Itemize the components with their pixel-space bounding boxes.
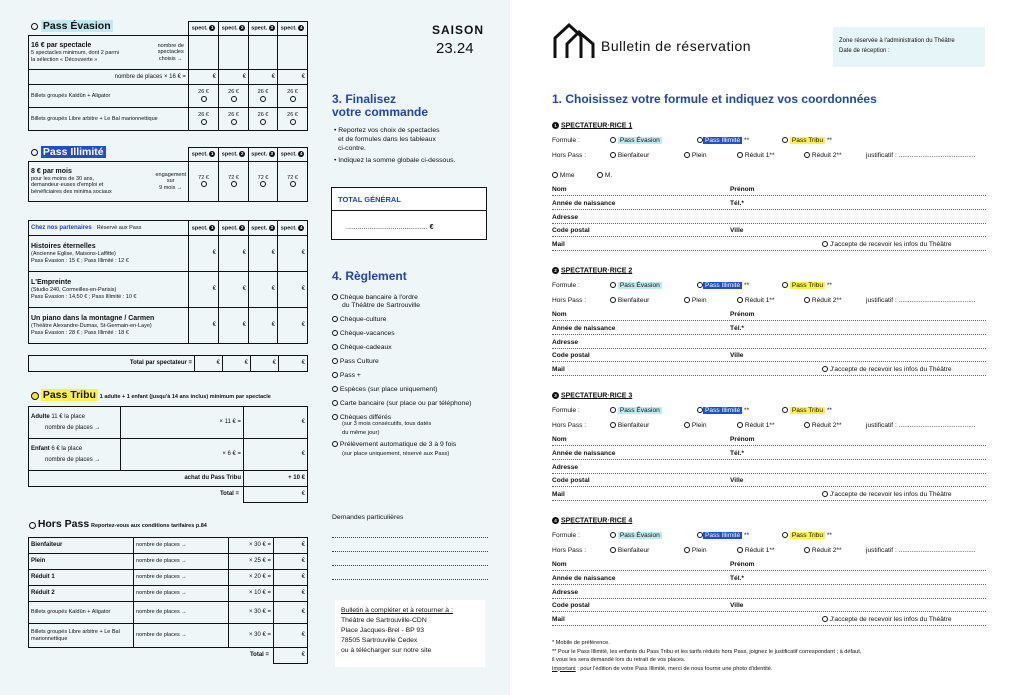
option-accept-infos[interactable]: J'accepte de recevoir les infos du Théâtre [822, 366, 952, 374]
field-label: Prénom [730, 186, 755, 193]
field-label: Tél.* [730, 200, 744, 207]
spectateur-heading: 2 SPECTATEUR·RICE 2 [552, 267, 632, 275]
option-plein[interactable]: Plein [684, 547, 707, 555]
pass-illimite-table: spect. 1 spect. 2 spect. 3 spect. 4 8 € par mois pour les moins de 30 ans, demandeur·euses d'emploi et bénéficiaires des minima sociaux engagement sur 9 mois → 72 € 72 € 72 € 72 € [28, 147, 308, 202]
checkbox[interactable] [290, 96, 296, 102]
pass-evasion-title: Pass Évasion [31, 20, 113, 32]
reglement-option[interactable]: Chèque-vacances [332, 327, 471, 341]
justificatif-field[interactable]: justificatif : .......................................... [866, 297, 976, 304]
field-label: Mail [552, 241, 565, 248]
field-input-line[interactable] [552, 445, 986, 446]
reglement-option[interactable]: Carte bancaire (sur place ou par téléphone) [332, 397, 471, 411]
saison-label: SAISON [432, 23, 485, 37]
option-mme[interactable]: Mme [552, 172, 575, 180]
field-input-line[interactable] [552, 348, 986, 349]
partenaires-table: Chez nos partenaires Réservé aux Pass spect. 1 spect. 2 spect. 3 spect. 4 Histoires éternelles (Ancienne Eglise, Maisons-Laffitte) Pass Évasion : 15 € ; Pass Illimité : 12 € € € € € L'Empreinte (Studio 240, Cormeilles-en-Parisis) Pass Évasion : 14,50 € ; Pass Illimité : 10 € € € € € Un piano dans la montagne / Carmen (Théâtre Alexandre-Dumas, St-Germain-en-Laye) Pass Évasion : 28 € ; Pass Illimité : 18 € € € € € [28, 220, 308, 344]
option-plein[interactable]: Plein [684, 422, 707, 430]
field-label: Tél.* [730, 575, 744, 582]
saison-year: 23.24 [436, 40, 474, 57]
bulletin-title: Bulletin de réservation [601, 38, 752, 54]
field-input-line[interactable] [552, 598, 986, 599]
pass-evasion-table: spect. 1 spect. 2 spect. 3 spect. 4 16 € par spectacle 5 spectacles minimum, dont 2 parmi la sélection « Découverte » nombre de spectacles choisis → nombre de places × 16 € = € € € € Billets groupés Kaldûn + Aligator 26 € 26 € 26 € 26 € Billets groupés Libre arbitre + Le Bal marionnettique 26 € 26 € 26 € 26 € [28, 21, 308, 131]
field-input-line[interactable] [552, 500, 986, 501]
field-label: Mail [552, 616, 565, 623]
option-bienfaiteur[interactable]: Bienfaiteur [610, 152, 649, 160]
checkbox[interactable] [201, 181, 207, 187]
section-heading: 1. Choisissez votre formule et indiquez vos coordonnées [552, 92, 877, 106]
option-pass-tribu[interactable]: Pass Tribu ** [782, 137, 832, 145]
field-label: Ville [730, 227, 744, 234]
pass-tribu-table: Adulte 11 € la place nombre de places → × 11 € = € Enfant 6 € la place nombre de places → × 6 € = € achat du Pass Tribu + 10 € Total = € [28, 406, 308, 503]
field-input-line[interactable] [552, 611, 986, 612]
pass-tribu-title: Pass Tribu 1 adulte + 1 enfant (jusqu'à 14 ans inclus) minimum par spectacle [31, 389, 271, 401]
option-plein[interactable]: Plein [684, 152, 707, 160]
field-label: Année de naissance [552, 325, 616, 332]
reglement-option[interactable]: Chèques différés [332, 411, 471, 425]
field-label: Année de naissance [552, 200, 616, 207]
option-pass-tribu[interactable]: Pass Tribu ** [782, 532, 832, 540]
checkbox[interactable] [260, 119, 266, 125]
option-pass-illimite[interactable]: Pass Illimité ** [697, 137, 749, 145]
option-bienfaiteur[interactable]: Bienfaiteur [610, 422, 649, 430]
option-reduit1[interactable]: Réduit 1** [737, 422, 775, 430]
field-label: Mail [552, 366, 565, 373]
option-pass-illimite[interactable]: Pass Illimité ** [697, 532, 749, 540]
field-label: Code postal [552, 477, 590, 484]
total-spectateur-table: Total par spectateur = € € € € [28, 355, 308, 372]
option-reduit1[interactable]: Réduit 1** [737, 297, 775, 305]
field-input-line[interactable] [552, 570, 986, 571]
field-input-line[interactable] [552, 361, 986, 362]
checkbox[interactable] [260, 96, 266, 102]
option-pass-tribu[interactable]: Pass Tribu ** [782, 407, 832, 415]
reglement-options: Chèque bancaire à l'ordre du Théâtre de Sartrouville Chèque-culture Chèque-vacances Chèque-cadeaux Pass Culture Pass + Espèces (sur place uniquement) Carte bancaire (sur place ou par téléphone) Chèques différés (sur 3 mois consécutifs, tous datés du même jour) Prélèvement automatique de 3 à 9 fois (sur place uniquement, réservé aux Pass) [332, 291, 471, 461]
option-pass-evasion[interactable]: Pass Évasion [610, 282, 662, 290]
field-label: Ville [730, 602, 744, 609]
field-input-line[interactable] [552, 209, 986, 210]
option-reduit2[interactable]: Réduit 2** [804, 422, 842, 430]
checkbox[interactable] [231, 181, 237, 187]
field-label: Code postal [552, 602, 590, 609]
field-label: Nom [552, 436, 567, 443]
checkbox[interactable] [201, 96, 207, 102]
total-general-box [331, 187, 487, 240]
field-label: Mail [552, 491, 565, 498]
pass-illimite-title: Pass Illimité [31, 146, 106, 158]
field-input-line[interactable] [552, 334, 986, 335]
footnotes: * Mobile de préférence. ** Pour le Pass Illimité, les enfants du Pass Tribu et les tarifs réduits hors Pass, joignez le justificatif correspondant ; à défaut, il vous les sera demandé lors du retrait de vos places. Important : pour l'édition de votre Pass Illimité, merci de nous fournir une photo d'identité. [552, 640, 862, 672]
checkbox[interactable] [290, 119, 296, 125]
field-label: Adresse [552, 464, 579, 471]
option-accept-infos[interactable]: J'accepte de recevoir les infos du Théâtre [822, 616, 952, 624]
field-input-line[interactable] [552, 223, 986, 224]
field-label: Nom [552, 311, 567, 318]
field-input-line[interactable] [552, 584, 986, 585]
field-label: Tél.* [730, 450, 744, 457]
address-box: Bulletin à compléter et à retourner à : Théâtre de Sartrouville-CDN Place Jacques-Brel - BP 93 78505 Sartrouville Cedex ou à télécharger sur notre site [335, 600, 485, 667]
field-label: Adresse [552, 214, 579, 221]
spectateur-heading: 3 SPECTATEUR·RICE 3 [552, 392, 632, 400]
hors-pass-title: Hors Pass Reportez-vous aux conditions tarifaires p.84 [29, 518, 207, 530]
field-label: Année de naissance [552, 450, 616, 457]
field-label: Prénom [730, 436, 755, 443]
left-page [0, 0, 510, 695]
field-input-line[interactable] [552, 250, 986, 251]
field-label: Année de naissance [552, 575, 616, 582]
reglement-option[interactable]: Pass + [332, 369, 471, 383]
option-pass-illimite[interactable]: Pass Illimité ** [697, 282, 749, 290]
justificatif-field[interactable]: justificatif : .......................................... [866, 152, 976, 159]
option-pass-tribu[interactable]: Pass Tribu ** [782, 282, 832, 290]
field-input-line[interactable] [552, 486, 986, 487]
spectateur-heading: 1 SPECTATEUR·RICE 1 [552, 122, 632, 130]
field-input-line[interactable] [552, 320, 986, 321]
option-accept-infos[interactable]: J'accepte de recevoir les infos du Théâtre [822, 241, 952, 249]
field-label: Code postal [552, 227, 590, 234]
option-accept-infos[interactable]: J'accepte de recevoir les infos du Théâtre [822, 491, 952, 499]
field-input-line[interactable] [552, 195, 986, 196]
option-plein[interactable]: Plein [684, 297, 707, 305]
reglement-option[interactable]: Chèque-culture [332, 313, 471, 327]
option-reduit2[interactable]: Réduit 2** [804, 547, 842, 555]
hors-pass-table: Bienfaiteur nombre de places → × 30 € = € Plein nombre de places → × 25 € = € Réduit 1 nombre de places → × 20 € = € Réduit 2 nombre de places → × 10 € = € Billets groupés Kaldûn + Aligator nombre de places → × 30 € = € Billets groupés Libre arbitre + Le Bal marionnettique nombre de places → × 30 € = € Total = € [28, 537, 308, 664]
house-logo-icon [553, 22, 597, 60]
checkbox[interactable] [260, 181, 266, 187]
checkbox[interactable] [231, 119, 237, 125]
reglement-option[interactable]: Pass Culture [332, 355, 471, 369]
spectateur-heading: 4 SPECTATEUR·RICE 4 [552, 517, 632, 525]
field-input-line[interactable] [552, 375, 986, 376]
finalisez-instructions: • Reportez vos choix de spectacles et de formules dans les tableaux ci-contre. • Indiquez la somme globale ci-dessous. [334, 127, 456, 164]
field-label: Nom [552, 561, 567, 568]
total-general-title: TOTAL GÉNÉRAL [338, 195, 401, 204]
admin-zone: Zone réservée à l'administration du Théâtre Date de réception : [833, 27, 985, 67]
field-label: Tél.* [730, 325, 744, 332]
reglement-option[interactable]: Chèque-cadeaux [332, 341, 471, 355]
field-label: Adresse [552, 589, 579, 596]
demandes-field[interactable] [332, 528, 488, 580]
option-pass-evasion[interactable]: Pass Évasion [610, 532, 662, 540]
option-reduit2[interactable]: Réduit 2** [804, 297, 842, 305]
finalisez-title: 3. Finalisez votre commande [332, 92, 429, 119]
field-input-line[interactable] [552, 236, 986, 237]
reglement-option[interactable]: Espèces (sur place uniquement) [332, 383, 471, 397]
option-reduit1[interactable]: Réduit 1** [737, 152, 775, 160]
option-reduit2[interactable]: Réduit 2** [804, 152, 842, 160]
reglement-option[interactable]: Prélèvement automatique de 3 à 9 fois [332, 438, 471, 452]
justificatif-field[interactable]: justificatif : .......................................... [866, 422, 976, 429]
demandes-title: Demandes particulières [332, 514, 404, 521]
field-label: Prénom [730, 561, 755, 568]
circle-icon [31, 392, 39, 400]
reglement-option[interactable]: Chèque bancaire à l'ordre [332, 291, 471, 305]
reglement-title: 4. Règlement [332, 269, 407, 283]
field-input-line[interactable] [552, 459, 986, 460]
total-general-field[interactable]: .......................................... € [346, 224, 434, 231]
option-pass-illimite[interactable]: Pass Illimité ** [697, 407, 749, 415]
option-m[interactable]: M. [597, 172, 612, 180]
option-reduit1[interactable]: Réduit 1** [737, 547, 775, 555]
field-label: Adresse [552, 339, 579, 346]
checkbox[interactable] [201, 119, 207, 125]
field-label: Code postal [552, 352, 590, 359]
field-label: Prénom [730, 311, 755, 318]
option-bienfaiteur[interactable]: Bienfaiteur [610, 297, 649, 305]
checkbox[interactable] [231, 96, 237, 102]
field-label: Ville [730, 477, 744, 484]
justificatif-field[interactable]: justificatif : .......................................... [866, 547, 976, 554]
checkbox[interactable] [290, 181, 296, 187]
option-bienfaiteur[interactable]: Bienfaiteur [610, 547, 649, 555]
field-label: Nom [552, 186, 567, 193]
circle-icon [29, 522, 36, 529]
field-label: Ville [730, 352, 744, 359]
field-input-line[interactable] [552, 625, 986, 626]
option-pass-evasion[interactable]: Pass Évasion [610, 137, 662, 145]
field-input-line[interactable] [552, 473, 986, 474]
option-pass-evasion[interactable]: Pass Évasion [610, 407, 662, 415]
